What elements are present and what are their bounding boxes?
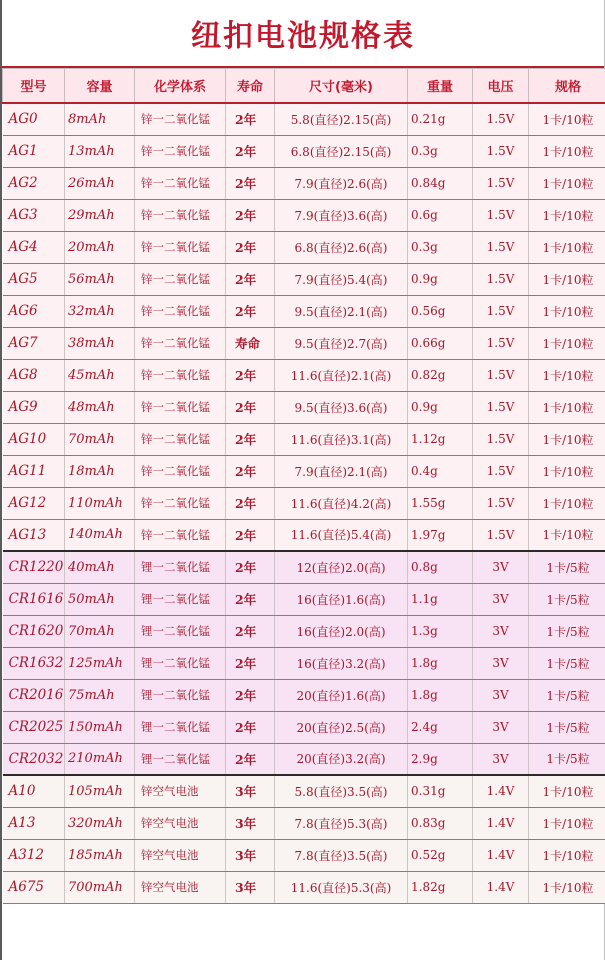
model-cell: CR1220 <box>3 551 65 583</box>
table-row <box>3 263 605 295</box>
table-row <box>3 487 605 519</box>
dimensions-cell: 11.6(直径)5.3(高) <box>275 871 408 903</box>
packaging-cell: 1卡/10粒 <box>529 167 605 199</box>
chemistry-cell: 锌一二氧化锰 <box>135 487 226 519</box>
packaging-cell: 1卡/10粒 <box>529 487 605 519</box>
dimensions-cell: 20(直径)1.6(高) <box>275 679 408 711</box>
weight-cell: 1.8g <box>408 647 473 679</box>
weight-cell: 0.8g <box>408 551 473 583</box>
voltage-cell: 1.5V <box>473 135 529 167</box>
lifetime-cell: 寿命 <box>226 327 275 359</box>
chemistry-cell: 锌一二氧化锰 <box>135 327 226 359</box>
model-cell: CR1632 <box>3 647 65 679</box>
capacity-cell: 8mAh <box>65 103 135 135</box>
table-body <box>3 103 605 903</box>
weight-cell: 0.82g <box>408 359 473 391</box>
voltage-cell: 1.5V <box>473 487 529 519</box>
lifetime-cell: 2年 <box>226 455 275 487</box>
table-row <box>3 359 605 391</box>
capacity-cell: 40mAh <box>65 551 135 583</box>
lifetime-cell: 2年 <box>226 231 275 263</box>
dimensions-cell: 5.8(直径)3.5(高) <box>275 775 408 807</box>
lifetime-cell: 2年 <box>226 519 275 551</box>
weight-cell: 0.3g <box>408 135 473 167</box>
voltage-cell: 3V <box>473 583 529 615</box>
chemistry-cell: 锌一二氧化锰 <box>135 391 226 423</box>
model-cell: A675 <box>3 871 65 903</box>
lifetime-cell: 2年 <box>226 551 275 583</box>
packaging-cell: 1卡/5粒 <box>529 551 605 583</box>
weight-cell: 1.12g <box>408 423 473 455</box>
model-cell: CR1616 <box>3 583 65 615</box>
voltage-cell: 3V <box>473 647 529 679</box>
chemistry-cell: 锂一二氧化锰 <box>135 647 226 679</box>
voltage-cell: 1.5V <box>473 455 529 487</box>
weight-cell: 1.1g <box>408 583 473 615</box>
packaging-cell: 1卡/10粒 <box>529 103 605 135</box>
table-row <box>3 103 605 135</box>
dimensions-cell: 7.9(直径)3.6(高) <box>275 199 408 231</box>
capacity-cell: 110mAh <box>65 487 135 519</box>
voltage-cell: 3V <box>473 679 529 711</box>
lifetime-cell: 2年 <box>226 103 275 135</box>
capacity-cell: 75mAh <box>65 679 135 711</box>
model-cell: AG0 <box>3 103 65 135</box>
table-row <box>3 135 605 167</box>
dimensions-cell: 7.9(直径)2.1(高) <box>275 455 408 487</box>
header-voltage: 电压 <box>473 69 529 104</box>
lifetime-cell: 3年 <box>226 839 275 871</box>
voltage-cell: 3V <box>473 711 529 743</box>
table-row <box>3 519 605 551</box>
chemistry-cell: 锂一二氧化锰 <box>135 743 226 775</box>
voltage-cell: 1.5V <box>473 359 529 391</box>
dimensions-cell: 20(直径)3.2(高) <box>275 743 408 775</box>
table-row <box>3 295 605 327</box>
model-cell: AG8 <box>3 359 65 391</box>
model-cell: AG7 <box>3 327 65 359</box>
lifetime-cell: 2年 <box>226 743 275 775</box>
capacity-cell: 38mAh <box>65 327 135 359</box>
voltage-cell: 1.5V <box>473 327 529 359</box>
table-row <box>3 711 605 743</box>
dimensions-cell: 6.8(直径)2.6(高) <box>275 231 408 263</box>
lifetime-cell: 2年 <box>226 359 275 391</box>
capacity-cell: 700mAh <box>65 871 135 903</box>
model-cell: A312 <box>3 839 65 871</box>
weight-cell: 1.97g <box>408 519 473 551</box>
lifetime-cell: 2年 <box>226 423 275 455</box>
voltage-cell: 1.5V <box>473 167 529 199</box>
table-row <box>3 775 605 807</box>
lifetime-cell: 3年 <box>226 807 275 839</box>
lifetime-cell: 2年 <box>226 711 275 743</box>
model-cell: AG5 <box>3 263 65 295</box>
weight-cell: 0.4g <box>408 455 473 487</box>
model-cell: A13 <box>3 807 65 839</box>
table-row <box>3 679 605 711</box>
dimensions-cell: 11.6(直径)3.1(高) <box>275 423 408 455</box>
header-capacity: 容量 <box>65 69 135 104</box>
chemistry-cell: 锂一二氧化锰 <box>135 551 226 583</box>
capacity-cell: 13mAh <box>65 135 135 167</box>
dimensions-cell: 20(直径)2.5(高) <box>275 711 408 743</box>
dimensions-cell: 7.9(直径)5.4(高) <box>275 263 408 295</box>
header-lifetime: 寿命 <box>226 69 275 104</box>
model-cell: AG1 <box>3 135 65 167</box>
model-cell: CR2032 <box>3 743 65 775</box>
chemistry-cell: 锌一二氧化锰 <box>135 423 226 455</box>
chemistry-cell: 锌一二氧化锰 <box>135 135 226 167</box>
chemistry-cell: 锌一二氧化锰 <box>135 359 226 391</box>
lifetime-cell: 2年 <box>226 295 275 327</box>
packaging-cell: 1卡/10粒 <box>529 519 605 551</box>
title-bar <box>2 0 604 68</box>
header-row <box>3 69 605 104</box>
packaging-cell: 1卡/10粒 <box>529 263 605 295</box>
table-row <box>3 743 605 775</box>
lifetime-cell: 2年 <box>226 647 275 679</box>
table-row <box>3 455 605 487</box>
packaging-cell: 1卡/5粒 <box>529 711 605 743</box>
header-dimensions: 尺寸(毫米) <box>275 69 408 104</box>
lifetime-cell: 2年 <box>226 263 275 295</box>
capacity-cell: 50mAh <box>65 583 135 615</box>
chemistry-cell: 锂一二氧化锰 <box>135 615 226 647</box>
model-cell: AG13 <box>3 519 65 551</box>
table-row <box>3 167 605 199</box>
voltage-cell: 1.4V <box>473 871 529 903</box>
lifetime-cell: 2年 <box>226 199 275 231</box>
weight-cell: 0.9g <box>408 391 473 423</box>
table-header <box>3 69 605 104</box>
capacity-cell: 70mAh <box>65 423 135 455</box>
chemistry-cell: 锌一二氧化锰 <box>135 455 226 487</box>
voltage-cell: 1.4V <box>473 807 529 839</box>
chemistry-cell: 锌空气电池 <box>135 807 226 839</box>
table-row <box>3 839 605 871</box>
capacity-cell: 140mAh <box>65 519 135 551</box>
chemistry-cell: 锌空气电池 <box>135 839 226 871</box>
model-cell: AG11 <box>3 455 65 487</box>
weight-cell: 2.4g <box>408 711 473 743</box>
capacity-cell: 56mAh <box>65 263 135 295</box>
model-cell: AG2 <box>3 167 65 199</box>
packaging-cell: 1卡/10粒 <box>529 359 605 391</box>
capacity-cell: 105mAh <box>65 775 135 807</box>
dimensions-cell: 11.6(直径)2.1(高) <box>275 359 408 391</box>
dimensions-cell: 12(直径)2.0(高) <box>275 551 408 583</box>
capacity-cell: 185mAh <box>65 839 135 871</box>
weight-cell: 1.82g <box>408 871 473 903</box>
voltage-cell: 1.5V <box>473 295 529 327</box>
packaging-cell: 1卡/10粒 <box>529 295 605 327</box>
chemistry-cell: 锌一二氧化锰 <box>135 199 226 231</box>
table-row <box>3 615 605 647</box>
packaging-cell: 1卡/10粒 <box>529 327 605 359</box>
packaging-cell: 1卡/10粒 <box>529 391 605 423</box>
model-cell: AG3 <box>3 199 65 231</box>
weight-cell: 1.8g <box>408 679 473 711</box>
table-row <box>3 551 605 583</box>
dimensions-cell: 16(直径)2.0(高) <box>275 615 408 647</box>
weight-cell: 2.9g <box>408 743 473 775</box>
model-cell: CR2016 <box>3 679 65 711</box>
packaging-cell: 1卡/10粒 <box>529 775 605 807</box>
lifetime-cell: 3年 <box>226 871 275 903</box>
model-cell: AG9 <box>3 391 65 423</box>
chemistry-cell: 锌空气电池 <box>135 871 226 903</box>
model-cell: AG4 <box>3 231 65 263</box>
capacity-cell: 32mAh <box>65 295 135 327</box>
model-cell: CR2025 <box>3 711 65 743</box>
dimensions-cell: 9.5(直径)3.6(高) <box>275 391 408 423</box>
capacity-cell: 45mAh <box>65 359 135 391</box>
voltage-cell: 1.5V <box>473 231 529 263</box>
voltage-cell: 1.5V <box>473 199 529 231</box>
header-weight: 重量 <box>408 69 473 104</box>
model-cell: A10 <box>3 775 65 807</box>
chemistry-cell: 锌一二氧化锰 <box>135 519 226 551</box>
table-row <box>3 423 605 455</box>
capacity-cell: 70mAh <box>65 615 135 647</box>
voltage-cell: 1.4V <box>473 839 529 871</box>
lifetime-cell: 2年 <box>226 487 275 519</box>
voltage-cell: 3V <box>473 551 529 583</box>
dimensions-cell: 6.8(直径)2.15(高) <box>275 135 408 167</box>
packaging-cell: 1卡/5粒 <box>529 583 605 615</box>
dimensions-cell: 7.8(直径)3.5(高) <box>275 839 408 871</box>
page-title: 纽扣电池规格表 <box>191 19 415 54</box>
weight-cell: 0.52g <box>408 839 473 871</box>
chemistry-cell: 锌一二氧化锰 <box>135 167 226 199</box>
dimensions-cell: 11.6(直径)4.2(高) <box>275 487 408 519</box>
lifetime-cell: 2年 <box>226 391 275 423</box>
dimensions-cell: 9.5(直径)2.7(高) <box>275 327 408 359</box>
header-model: 型号 <box>3 69 65 104</box>
voltage-cell: 1.5V <box>473 423 529 455</box>
packaging-cell: 1卡/10粒 <box>529 231 605 263</box>
model-cell: AG12 <box>3 487 65 519</box>
dimensions-cell: 16(直径)1.6(高) <box>275 583 408 615</box>
voltage-cell: 1.4V <box>473 775 529 807</box>
chemistry-cell: 锌一二氧化锰 <box>135 295 226 327</box>
weight-cell: 0.56g <box>408 295 473 327</box>
weight-cell: 0.66g <box>408 327 473 359</box>
table-row <box>3 871 605 903</box>
packaging-cell: 1卡/5粒 <box>529 647 605 679</box>
packaging-cell: 1卡/10粒 <box>529 839 605 871</box>
table-row <box>3 199 605 231</box>
packaging-cell: 1卡/5粒 <box>529 615 605 647</box>
packaging-cell: 1卡/10粒 <box>529 871 605 903</box>
model-cell: AG10 <box>3 423 65 455</box>
table-row <box>3 231 605 263</box>
packaging-cell: 1卡/10粒 <box>529 423 605 455</box>
chemistry-cell: 锌一二氧化锰 <box>135 263 226 295</box>
lifetime-cell: 2年 <box>226 583 275 615</box>
model-cell: AG6 <box>3 295 65 327</box>
header-packaging: 规格 <box>529 69 605 104</box>
model-cell: CR1620 <box>3 615 65 647</box>
chemistry-cell: 锌一二氧化锰 <box>135 231 226 263</box>
weight-cell: 1.55g <box>408 487 473 519</box>
voltage-cell: 1.5V <box>473 263 529 295</box>
packaging-cell: 1卡/10粒 <box>529 807 605 839</box>
packaging-cell: 1卡/10粒 <box>529 455 605 487</box>
packaging-cell: 1卡/5粒 <box>529 743 605 775</box>
lifetime-cell: 2年 <box>226 679 275 711</box>
voltage-cell: 1.5V <box>473 391 529 423</box>
dimensions-cell: 9.5(直径)2.1(高) <box>275 295 408 327</box>
capacity-cell: 210mAh <box>65 743 135 775</box>
capacity-cell: 18mAh <box>65 455 135 487</box>
voltage-cell: 3V <box>473 615 529 647</box>
chemistry-cell: 锂一二氧化锰 <box>135 711 226 743</box>
weight-cell: 0.3g <box>408 231 473 263</box>
weight-cell: 0.6g <box>408 199 473 231</box>
weight-cell: 0.84g <box>408 167 473 199</box>
capacity-cell: 20mAh <box>65 231 135 263</box>
dimensions-cell: 7.8(直径)5.3(高) <box>275 807 408 839</box>
lifetime-cell: 3年 <box>226 775 275 807</box>
weight-cell: 0.21g <box>408 103 473 135</box>
capacity-cell: 26mAh <box>65 167 135 199</box>
chemistry-cell: 锌一二氧化锰 <box>135 103 226 135</box>
table-row <box>3 583 605 615</box>
packaging-cell: 1卡/10粒 <box>529 135 605 167</box>
dimensions-cell: 16(直径)3.2(高) <box>275 647 408 679</box>
dimensions-cell: 7.9(直径)2.6(高) <box>275 167 408 199</box>
capacity-cell: 29mAh <box>65 199 135 231</box>
spec-table <box>2 68 605 904</box>
capacity-cell: 48mAh <box>65 391 135 423</box>
chemistry-cell: 锂一二氧化锰 <box>135 583 226 615</box>
table-row <box>3 327 605 359</box>
table-row <box>3 391 605 423</box>
dimensions-cell: 11.6(直径)5.4(高) <box>275 519 408 551</box>
capacity-cell: 125mAh <box>65 647 135 679</box>
packaging-cell: 1卡/5粒 <box>529 679 605 711</box>
table-row <box>3 807 605 839</box>
packaging-cell: 1卡/10粒 <box>529 199 605 231</box>
lifetime-cell: 2年 <box>226 167 275 199</box>
voltage-cell: 1.5V <box>473 519 529 551</box>
capacity-cell: 150mAh <box>65 711 135 743</box>
weight-cell: 0.83g <box>408 807 473 839</box>
chemistry-cell: 锂一二氧化锰 <box>135 679 226 711</box>
lifetime-cell: 2年 <box>226 135 275 167</box>
voltage-cell: 3V <box>473 743 529 775</box>
dimensions-cell: 5.8(直径)2.15(高) <box>275 103 408 135</box>
header-chemistry: 化学体系 <box>135 69 226 104</box>
capacity-cell: 320mAh <box>65 807 135 839</box>
table-row <box>3 647 605 679</box>
weight-cell: 0.31g <box>408 775 473 807</box>
voltage-cell: 1.5V <box>473 103 529 135</box>
weight-cell: 1.3g <box>408 615 473 647</box>
chemistry-cell: 锌空气电池 <box>135 775 226 807</box>
weight-cell: 0.9g <box>408 263 473 295</box>
lifetime-cell: 2年 <box>226 615 275 647</box>
